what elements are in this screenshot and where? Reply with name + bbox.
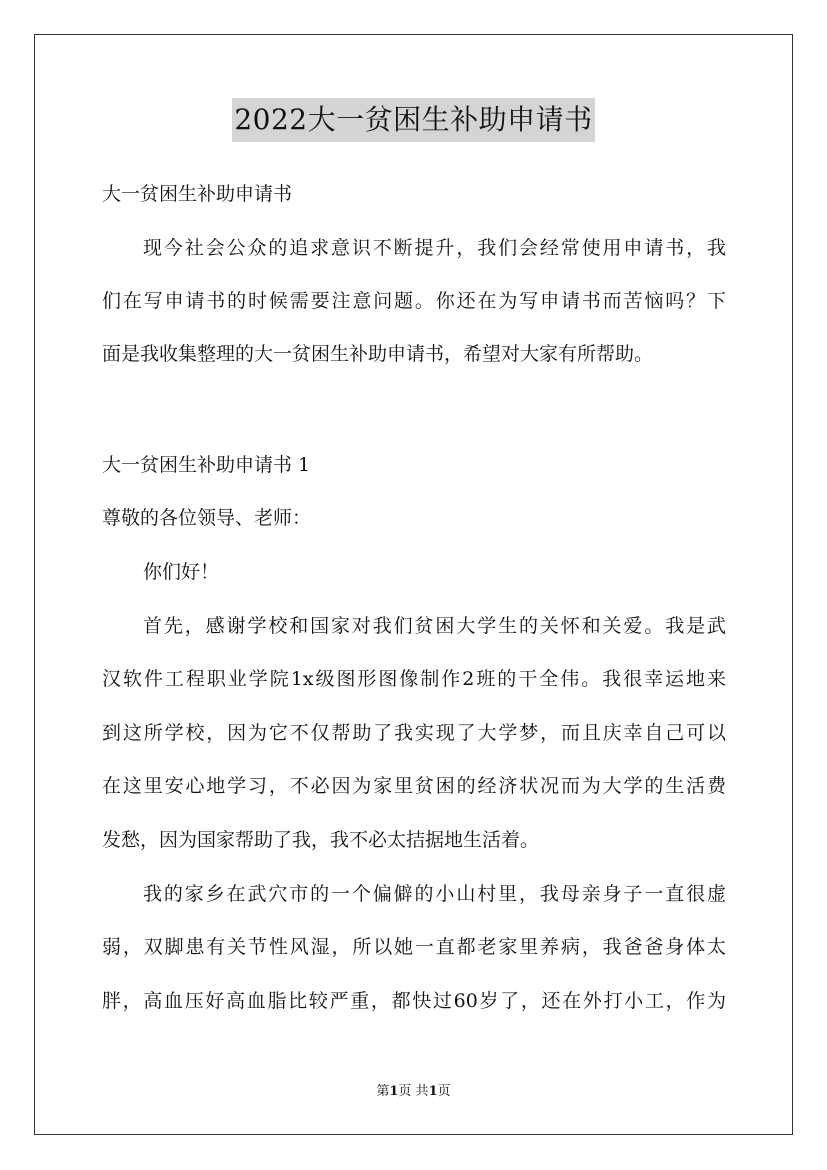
paragraph2-line-1: 我的家乡在武穴市的一个偏僻的小山村里，我母亲身子一直很虚 [143, 883, 726, 905]
section-heading: 大一贫困生补助申请书 1 [102, 454, 311, 476]
salutation: 尊敬的各位领导、老师： [102, 507, 312, 529]
page-footer [0, 1083, 827, 1101]
page-number-prefix: 第 [376, 1084, 390, 1099]
intro-line-3: 面是我收集整理的大一贫困生补助申请书，希望对大家有所帮助。 [102, 343, 654, 365]
page-number-suffix: 页 [437, 1084, 451, 1099]
paragraph1-line-3: 到这所学校，因为它不仅帮助了我实现了大学梦，而且庆幸自己可以 [102, 722, 726, 744]
page-number-total: 1 [428, 1084, 438, 1099]
title-container [0, 98, 827, 142]
intro-line-2: 们在写申请书的时候需要注意问题。你还在为写申请书而苦恼吗？下 [102, 290, 726, 312]
page-number-current: 1 [389, 1084, 399, 1099]
intro-line-1: 现今社会公众的追求意识不断提升，我们会经常使用申请书，我 [143, 237, 726, 259]
greeting: 你们好！ [143, 561, 220, 583]
document-title: 2022大一贫困生补助申请书 [232, 98, 594, 142]
paragraph1-line-1: 首先，感谢学校和国家对我们贫困大学生的关怀和关爱。我是武 [143, 615, 726, 637]
paragraph1-line-4: 在这里安心地学习，不必因为家里贫困的经济状况而为大学的生活费 [102, 775, 726, 797]
paragraph2-line-3: 胖，高血压好高血脂比较严重，都快过60岁了，还在外打小工，作为 [102, 990, 726, 1012]
document-subtitle: 大一贫困生补助申请书 [102, 183, 293, 205]
paragraph2-line-2: 弱，双脚患有关节性风湿，所以她一直都老家里养病，我爸爸身体太 [102, 936, 726, 958]
page-number-middle: 页 共 [398, 1084, 429, 1099]
paragraph1-line-2: 汉软件工程职业学院1x级图形图像制作2班的干全伟。我很幸运地来 [102, 668, 726, 690]
paragraph1-line-5: 发愁，因为国家帮助了我，我不必太拮据地生活着。 [102, 829, 540, 851]
